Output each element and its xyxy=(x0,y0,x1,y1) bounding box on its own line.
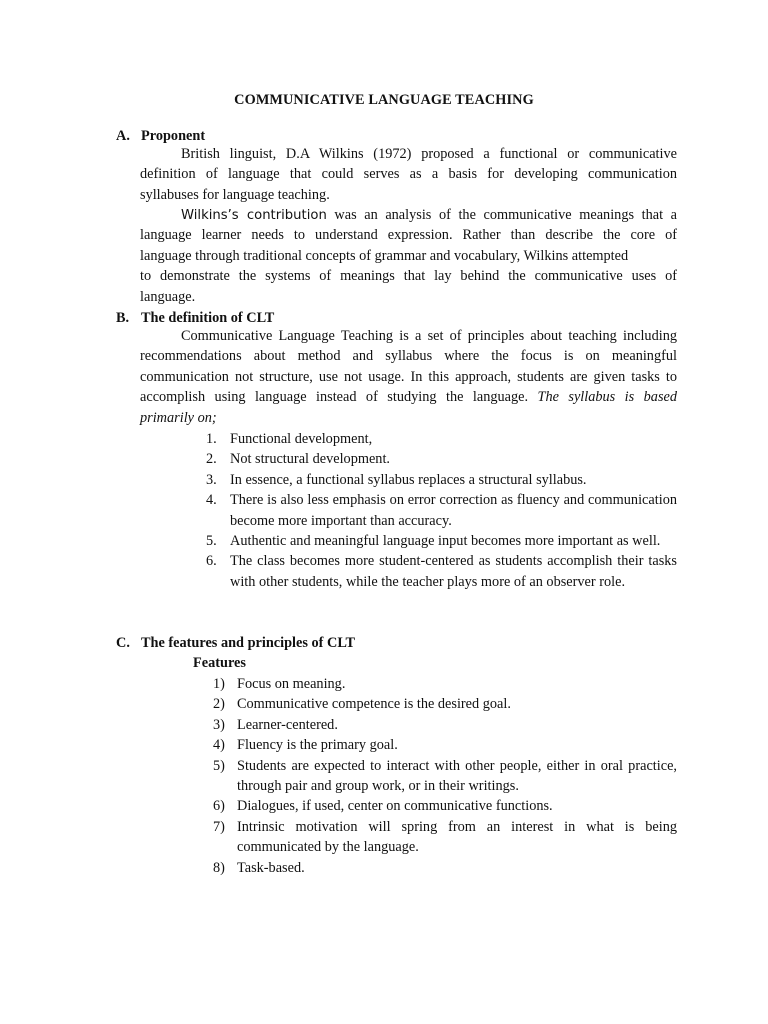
list-item: 5) Students are expected to interact with other people, either in oral practice, through pair and group work, or in their writings. xyxy=(213,757,677,795)
list-item: 6) Dialogues, if used, center on communicative functions. xyxy=(213,798,553,815)
document-title: COMMUNICATIVE LANGUAGE TEACHING xyxy=(234,92,534,108)
paragraph-line: language learner needs to understand expression. Rather than describe the core of xyxy=(140,227,677,244)
list-item: 7) Intrinsic motivation will spring from an interest in what is being communicated by the language. xyxy=(213,818,677,856)
section-b-title: The definition of CLT xyxy=(141,310,275,326)
list-item: 6. The class becomes more student-centered as students accomplish their tasks with other students, while the teacher plays more of an observer role. xyxy=(206,553,677,590)
list-item: 1) Focus on meaning. xyxy=(213,676,346,692)
paragraph-line: to demonstrate the systems of meanings that lay behind the communicative uses of xyxy=(140,268,677,285)
list-item: 4. There is also less emphasis on error correction as fluency and communication become more important than accuracy. xyxy=(206,492,677,529)
paragraph-line: accomplish using language instead of studying the language. The syllabus is based xyxy=(140,389,678,406)
features-subheading: Features xyxy=(193,655,246,671)
list-item: 3. In essence, a functional syllabus replaces a structural syllabus. xyxy=(206,471,587,488)
list-item: 8) Task-based. xyxy=(213,859,305,876)
list-item: 5. Authentic and meaningful language input becomes more important as well. xyxy=(206,533,661,550)
list-item: 3) Learner-centered. xyxy=(213,716,338,733)
section-a-paragraph-2 xyxy=(140,205,677,307)
paragraph-line: syllabuses for language teaching. xyxy=(140,186,330,203)
paragraph-line: language through traditional concepts of grammar and vocabulary, Wilkins attempted xyxy=(140,247,629,264)
list-item: 2) Communicative competence is the desired goal. xyxy=(213,696,511,713)
section-a-paragraph-1 xyxy=(140,144,677,205)
syllabus-basis-list xyxy=(206,429,677,592)
paragraph-line: Wilkins’s contribution was an analysis of the communicative meanings that a xyxy=(181,207,677,223)
section-a-letter: A. xyxy=(116,128,130,144)
section-a-title: Proponent xyxy=(141,128,206,144)
section-b-heading xyxy=(116,308,274,328)
list-item: 4) Fluency is the primary goal. xyxy=(213,737,398,754)
paragraph-line: British linguist, D.A Wilkins (1972) proposed a functional or communicative xyxy=(181,146,677,162)
section-b-letter: B. xyxy=(116,310,130,326)
paragraph-line: language. xyxy=(140,288,196,305)
list-item: 2. Not structural development. xyxy=(206,451,391,468)
section-c-heading xyxy=(116,633,355,653)
section-a-heading xyxy=(116,126,205,146)
section-c-title: The features and principles of CLT xyxy=(141,635,356,651)
section-b-paragraph xyxy=(140,326,677,428)
paragraph-line: primarily on; xyxy=(140,409,217,426)
paragraph-line: recommendations about method and syllabus where the focus is on meaningful xyxy=(140,348,677,365)
paragraph-line: definition of language that could serves as a basis for developing communication xyxy=(140,166,677,183)
paragraph-line: Communicative Language Teaching is a set of principles about teaching including xyxy=(181,328,677,344)
list-item: 1. Functional development, xyxy=(206,431,373,447)
section-c-letter: C. xyxy=(116,635,130,651)
paragraph-line: communication not structure, use not usage. In this approach, students are given tasks to xyxy=(140,368,677,385)
features-list xyxy=(213,674,677,878)
wilkins-contribution-phrase: Wilkins’s contribution xyxy=(181,208,327,223)
